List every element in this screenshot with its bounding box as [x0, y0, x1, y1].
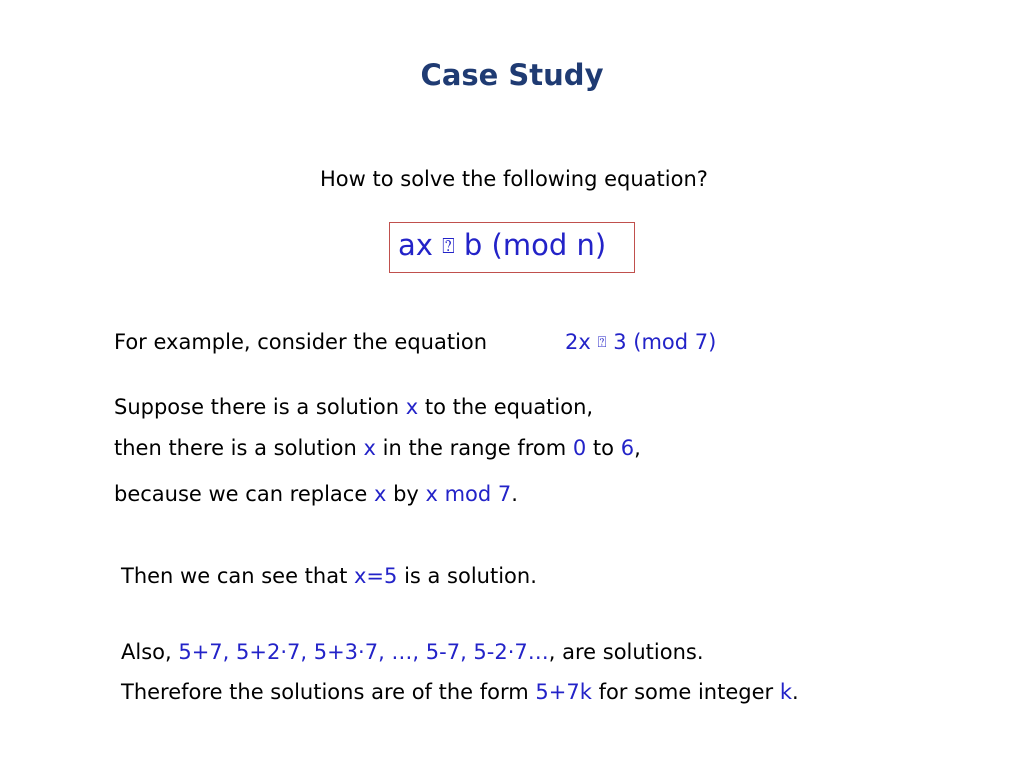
math-segment: x: [373, 482, 387, 506]
main-equation: [398, 228, 606, 262]
text-segment: ,: [634, 436, 641, 460]
text-segment: for some integer: [591, 680, 780, 704]
example-equation-right: 3 (mod 7): [606, 330, 717, 354]
conclusion-line: [121, 680, 799, 704]
text-segment: Therefore the solutions are of the form: [121, 680, 536, 704]
equation-right: b (mod n): [454, 228, 607, 262]
text-segment: then there is a solution: [114, 436, 364, 460]
also-line: [121, 640, 704, 664]
example-text: For example, consider the equation: [114, 330, 488, 354]
math-segment: 5+7k: [535, 680, 592, 704]
math-segment: x: [363, 436, 376, 460]
range-line: [114, 436, 641, 460]
text-segment: , are solutions.: [548, 640, 704, 664]
example-equation: [565, 330, 716, 354]
text-segment: is a solution.: [397, 564, 537, 588]
math-segment: 6: [620, 436, 635, 460]
math-segment: x: [405, 395, 419, 419]
text-segment: by: [386, 482, 426, 506]
math-segment: x mod 7: [425, 482, 512, 506]
example-equation-left: 2x: [565, 330, 598, 354]
text-segment: to the equation,: [418, 395, 594, 419]
text-segment: Suppose there is a solution: [114, 395, 406, 419]
math-segment: 5+7, 5+2·7, 5+3·7, …, 5-7, 5-2·7…: [178, 640, 549, 664]
solution-line: [121, 564, 537, 588]
text-segment: .: [792, 680, 799, 704]
text-segment: .: [511, 482, 518, 506]
math-segment: x=5: [354, 564, 398, 588]
text-segment: to: [586, 436, 621, 460]
replace-line: [114, 482, 518, 506]
math-segment: k: [779, 680, 792, 704]
slide-title: Case Study: [420, 58, 604, 92]
congruence-symbol: ⍰: [442, 233, 455, 258]
text-segment: Then we can see that: [121, 564, 354, 588]
text-segment: Also,: [121, 640, 179, 664]
text-segment: because we can replace: [114, 482, 374, 506]
math-segment: 0: [572, 436, 587, 460]
text-segment: in the range from: [375, 436, 573, 460]
suppose-line: [114, 395, 593, 419]
equation-left: ax: [398, 228, 443, 262]
example-congruence-symbol: ⍰: [597, 333, 607, 352]
question-text: How to solve the following equation?: [320, 167, 708, 191]
